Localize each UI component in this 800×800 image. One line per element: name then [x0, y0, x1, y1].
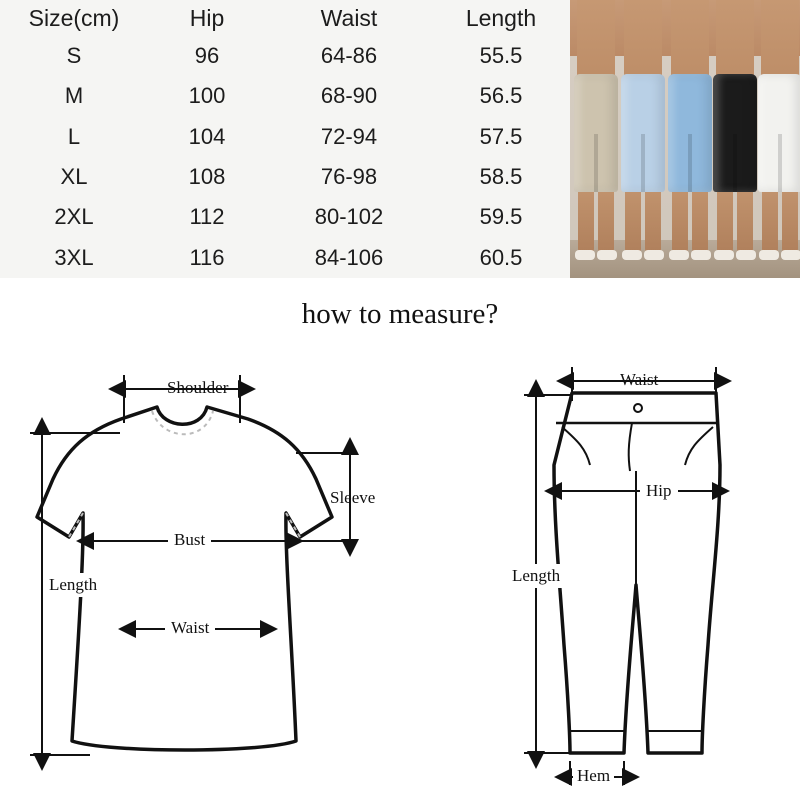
model-leg-right	[598, 186, 614, 252]
cell-waist: 84-106	[314, 244, 384, 270]
cell-hip: 104	[188, 123, 226, 149]
label-hem: Hem	[573, 766, 614, 786]
cell-hip: 100	[188, 83, 226, 109]
model-shoe-right	[691, 250, 711, 260]
model-shoe-left	[669, 250, 689, 260]
table-row	[0, 238, 570, 278]
model-leg-left	[717, 186, 733, 252]
model-torso	[716, 0, 754, 82]
model-torso	[761, 0, 799, 82]
model-shoe-right	[736, 250, 756, 260]
model-shoe-left	[759, 250, 779, 260]
cell-size: M	[64, 83, 84, 109]
cell-size: 3XL	[54, 244, 94, 270]
label-length-pants: Length	[508, 564, 564, 588]
model-shoe-right	[781, 250, 800, 260]
table-header-row	[0, 0, 570, 36]
column-header-hip: Hip	[189, 4, 225, 31]
measurement-diagrams	[0, 345, 800, 800]
cell-length: 59.5	[479, 204, 523, 230]
model-shoe-right	[644, 250, 664, 260]
cell-size: 2XL	[54, 204, 94, 230]
cell-length: 56.5	[479, 83, 523, 109]
label-bust: Bust	[168, 530, 211, 550]
top-section	[0, 0, 800, 278]
model-leg-right	[692, 186, 708, 252]
model-leg-right	[645, 186, 661, 252]
table-row	[0, 117, 570, 157]
label-length-shirt: Length	[45, 573, 101, 597]
model-shorts	[621, 74, 665, 192]
model-shorts	[713, 74, 757, 192]
cell-length: 58.5	[479, 164, 523, 190]
model-leg-right	[782, 186, 798, 252]
cell-waist: 76-98	[320, 164, 378, 190]
column-header-waist: Waist	[320, 4, 378, 31]
model-shorts	[574, 74, 618, 192]
label-hip: Hip	[640, 481, 678, 501]
cell-size: S	[66, 43, 82, 69]
model-shoe-left	[714, 250, 734, 260]
table-row	[0, 76, 570, 116]
cell-waist: 68-90	[320, 83, 378, 109]
cell-hip: 96	[194, 43, 220, 69]
cell-hip: 116	[189, 244, 225, 270]
model-torso	[577, 0, 615, 82]
pants-diagram	[420, 345, 800, 800]
model-leg-left	[625, 186, 641, 252]
model-shoe-left	[622, 250, 642, 260]
column-header-size: Size(cm)	[28, 4, 120, 31]
table-row	[0, 157, 570, 197]
cell-size: XL	[60, 164, 88, 190]
product-photo	[570, 0, 800, 278]
table-row	[0, 197, 570, 237]
cell-hip: 108	[188, 164, 226, 190]
model-leg-left	[578, 186, 594, 252]
model-shoe-right	[597, 250, 617, 260]
table-row	[0, 36, 570, 76]
label-waist-pants: Waist	[620, 370, 659, 389]
cell-waist: 80-102	[314, 204, 384, 230]
model-leg-left	[762, 186, 778, 252]
model-leg-right	[737, 186, 753, 252]
cell-length: 55.5	[479, 43, 523, 69]
model-leg-left	[672, 186, 688, 252]
column-header-length: Length	[465, 4, 537, 31]
model-torso	[624, 0, 662, 82]
size-chart-table	[0, 0, 570, 278]
cell-length: 57.5	[479, 123, 523, 149]
model-torso	[671, 0, 709, 82]
cell-length: 60.5	[479, 244, 523, 270]
model-shoe-left	[575, 250, 595, 260]
cell-hip: 112	[189, 204, 225, 230]
label-shoulder: Shoulder	[167, 378, 229, 397]
cell-waist: 64-86	[320, 43, 378, 69]
cell-waist: 72-94	[320, 123, 378, 149]
section-heading: how to measure?	[301, 298, 499, 330]
cell-size: L	[67, 123, 81, 149]
label-waist-shirt: Waist	[165, 618, 215, 638]
model-shorts	[758, 74, 800, 192]
model-shorts	[668, 74, 712, 192]
label-sleeve: Sleeve	[330, 488, 376, 507]
